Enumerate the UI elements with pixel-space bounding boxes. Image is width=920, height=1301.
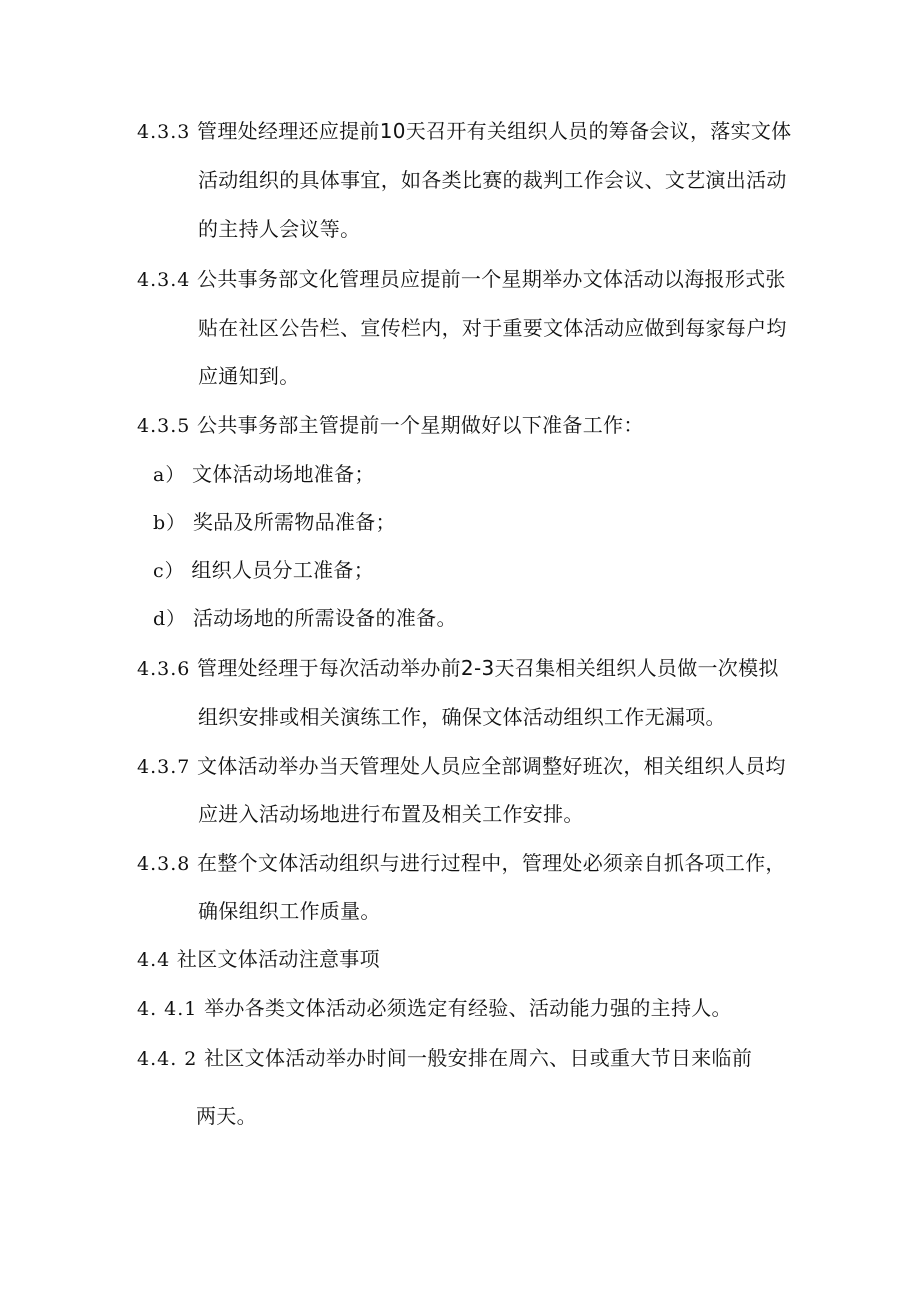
paragraph-number: 4. 4.1: [137, 998, 198, 1020]
list-item-text: 活动场地的所需设备的准备。: [192, 606, 457, 630]
paragraph-number: 4.3.7: [137, 756, 191, 778]
paragraph-4-3-3-line-3: [198, 214, 360, 244]
paragraph-number: 4.3.3: [137, 121, 191, 143]
paragraph-text: 社区文体活动举办时间一般安排在周六、日或重大节日来临前: [204, 1046, 753, 1070]
paragraph-4-3-5-line-1: [137, 410, 644, 441]
paragraph-text: 在整个文体活动组织与进行过程中，管理处必须亲自抓各项工作，: [197, 851, 786, 875]
paragraph-4-3-3-line-1: [137, 116, 791, 147]
paragraph-text: 公共事务部主管提前一个星期做好以下准备工作：: [197, 413, 644, 437]
paragraph-4-3-4-line-1: [137, 264, 786, 295]
section-heading-4-4: [137, 944, 380, 975]
paragraph-4-3-6-line-1: [137, 653, 779, 684]
section-title: 社区文体活动注意事项: [176, 947, 380, 971]
list-marker: a）: [153, 464, 186, 486]
paragraph-text: 公共事务部文化管理员应提前一个星期举办文体活动以海报形式张: [197, 267, 786, 291]
paragraph-text: 两天。: [196, 1104, 257, 1128]
paragraph-4-3-8-line-1: [137, 848, 786, 879]
paragraph-text: 贴在社区公告栏、宣传栏内，对于重要文体活动应做到每家每户均: [198, 316, 787, 340]
section-number: 4.4: [137, 949, 171, 971]
paragraph-text: 的主持人会议等。: [198, 217, 361, 241]
paragraph-number: 4.3.5: [137, 415, 191, 437]
paragraph-4-3-8-line-2: [198, 896, 381, 926]
list-item-d: [153, 603, 457, 634]
list-item-c: [153, 555, 374, 586]
paragraph-4-4-1-line-1: [137, 993, 732, 1024]
list-marker: d）: [153, 608, 187, 630]
paragraph-text: 确保组织工作质量。: [198, 899, 381, 923]
paragraph-4-4-2-line-1: [137, 1043, 752, 1074]
paragraph-4-3-4-line-2: [198, 313, 787, 343]
paragraph-4-4-2-line-2: [196, 1101, 257, 1131]
paragraph-text: 应进入活动场地进行布置及相关工作安排。: [198, 802, 584, 826]
paragraph-number: 4.4. 2: [137, 1048, 198, 1070]
paragraph-4-3-6-line-2: [198, 702, 726, 732]
paragraph-4-3-4-line-3: [198, 361, 300, 391]
list-item-text: 文体活动场地准备；: [192, 462, 375, 486]
list-item-text: 奖品及所需物品准备；: [192, 510, 396, 534]
paragraph-4-3-7-line-1: [137, 751, 786, 782]
list-marker: b）: [153, 512, 187, 534]
paragraph-text: 应通知到。: [198, 364, 300, 388]
paragraph-text: 活动组织的具体事宜，如各类比赛的裁判工作会议、文艺演出活动: [198, 168, 787, 192]
paragraph-number: 4.3.8: [137, 853, 191, 875]
paragraph-text: 管理处经理于每次活动举办前2-3天召集相关组织人员做一次模拟: [197, 656, 779, 680]
paragraph-text: 文体活动举办当天管理处人员应全部调整好班次，相关组织人员均: [197, 754, 786, 778]
paragraph-text: 管理处经理还应提前10天召开有关组织人员的筹备会议，落实文体: [197, 119, 792, 143]
paragraph-4-3-7-line-2: [198, 799, 584, 829]
paragraph-text: 组织安排或相关演练工作，确保文体活动组织工作无漏项。: [198, 705, 726, 729]
list-item-b: [153, 507, 396, 538]
paragraph-number: 4.3.4: [137, 269, 191, 291]
list-item-a: [153, 459, 375, 490]
paragraph-4-3-3-line-2: [198, 165, 787, 195]
list-item-text: 组织人员分工准备；: [191, 558, 375, 582]
list-marker: c）: [153, 560, 185, 582]
paragraph-number: 4.3.6: [137, 658, 191, 680]
paragraph-text: 举办各类文体活动必须选定有经验、活动能力强的主持人。: [204, 996, 732, 1020]
